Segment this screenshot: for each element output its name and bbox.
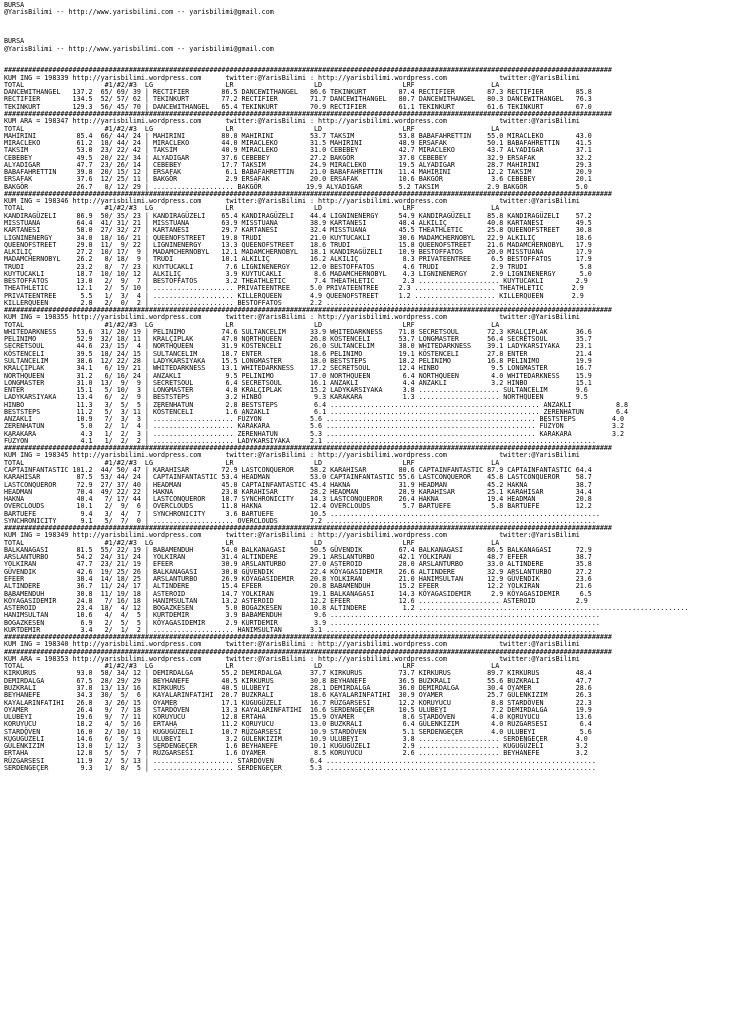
text-line: KILLERQUEEN 2.8 2/ 0/ 2 | .................... BESTOFFATOS 2.2 ................................................................... (4, 298, 596, 307)
text-line: OYAMER 26.4 9/ 7/ 18 | STARDÖVEN 13.3 KAYALARINFATIHI 16.6 SERDENGEÇER 10.5 ULUBEYI 7.2 DEMIRDALGA 19.9 (4, 705, 592, 714)
text-line: HAKNA 40.4 7/ 17/ 44 | LASTCONQUEROR 18.7 SYNCHRONICITY 14.3 LASTCONQUEROR 26.4 HAKNA 19.4 HEADMAN 20.8 (4, 495, 592, 504)
text-line: DEMIRDALGA 67.5 28/ 29/ 29 | BEYHANEFE 40.5 KIRKURUS 30.8 BEYHANEFE 36.5 BUZKRALI 55.6 BUZKRALI 47.7 (4, 676, 592, 685)
race-header-line: KUM ING = 198355 http://yarisbilimi.wordpress.com twitter:@YarisBilimi : http://yarisbilimi.wordpress.com twitter:@YarisBilimi (4, 313, 580, 322)
text-line: HANIMSULTAN 10.6 4/ 4/ 5 | KURTDEMIR 3.9 BABAMENDUH 9.6 ................................................................... (4, 611, 600, 620)
text-line (4, 53, 740, 60)
separator-line: ####################################################################################################################################################### (4, 633, 612, 642)
text-line: STARDÖVEN 16.0 2/ 10/ 11 | KUGUGÜZELI 10.7 RÜZGARSESI 10.9 STARDÖVEN 5.1 SERDENGEÇER 4.0 ULUBEYI 5.6 (4, 727, 592, 736)
column-header-line: TOTAL #1/#2/#3 LG LR LD LRF LA (4, 204, 500, 213)
text-line: ALYADIGAR 47.7 23/ 26/ 14 | CEBEBEY 17.7 TAKSIM 24.9 MIRACLEKO 19.5 ALYADIGAR 28.7 MAHIRINI 29.3 (4, 160, 592, 169)
race-header-line: KUM ING = 198346 http://yarisbilimi.wordpress.com twitter:@YarisBilimi : http://yarisbilimi.wordpress.com twitter:@YarisBilimi (4, 197, 580, 206)
text-line: RÜZGARSESI 11.9 2/ 5/ 13 | .................... STARDÖVEN 6.4 ................................................................... (4, 756, 596, 765)
text-line: MIRACLEKO 61.2 18/ 44/ 24 | MIRACLEKO 44.0 MIRACLEKO 31.5 MAHIRINI 48.9 ERSAFAK 50.1 BABAFAHRETTIN 41.5 (4, 139, 592, 148)
text-line (4, 31, 740, 38)
text-line: CAPTAINFANTASTIC 101.2 44/ 50/ 47 | KARAHISAR 72.9 LASTCONQUEROR 58.2 KARAHISAR 80.6 CAPTAINFANTASTIC 87.9 CAPTAINFANTASTIC 64.4 (4, 466, 592, 474)
text-line: SECRETSOUL 44.6 23/ 15/ 4 | NORTHQUEEN 31.9 KÖSTENCELI 26.0 SULTANCELIM 38.0 WHITEDARKNESS 39.1 LADYKARSIYAKA 23.1 (4, 342, 592, 351)
separator-line: ####################################################################################################################################################### (4, 66, 612, 75)
text-line: BESTSTEPS 11.2 5/ 3/ 11 | KÖSTENCELI 1.6 ANZAKLI 6.1 .................................................... ZERENHATUN 6.4 (4, 407, 629, 416)
text-line: LASTCONQUEROR 72.9 27/ 37/ 40 | HEADMAN 45.0 CAPTAINFANTASTIC 45.4 HAKNA 31.9 HEADMAN 45.2 HAKNA 38.7 (4, 480, 592, 489)
race-header-line: KUM ING = 198345 http://yarisbilimi.wordpress.com twitter:@YarisBilimi : http://yarisbilimi.wordpress.com twitter:@YarisBilimi (4, 451, 580, 460)
text-line: KIRKURUS 93.0 58/ 34/ 12 | DEMIRDALGA 55.2 DEMIRDALGA 37.7 KIRKURUS 73.7 KIRKURUS 89.7 KIRKURUS 48.4 (4, 669, 592, 678)
text-line: BAKGÖR 26.7 8/ 12/ 29 | .................... BAKGÖR 19.9 ALYADIGAR 5.2 TAKSIM 2.9 BAKGÖR 5.0 (4, 182, 588, 191)
race-header-line: KUM ING = 198340 http://yarisbilimi.wordpress.com twitter:@YarisBilimi : http://yarisbilimi.wordpress.com twitter:@YarisBilimi (4, 640, 580, 649)
text-line: ERSAFAK 37.6 12/ 25/ 11 | BAKGÖR 2.9 ERSAFAK 20.0 ERSAFAK 10.6 BAKGÖR 3.6 CEBEBEY 20.1 (4, 175, 592, 184)
text-line: KANDIRAGÜZELI 86.9 50/ 35/ 23 | KANDIRAGÜZELI 65.4 KANDIRAGÜZELI 44.4 LIGNINENERGY 54.9 KANDIRAGÜZELI 85.8 KANDIRAGÜZELI 57.2 (4, 211, 592, 220)
text-line: PELINIMO 52.9 32/ 18/ 11 | KRALÇIPLAK 47.0 NORTHQUEEN 26.8 KÖSTENCELI 53.7 LONGMASTER 56.4 SECRETSOUL 35.7 (4, 335, 592, 344)
text-line: KARAKARA 4.3 1/ 2/ 3 | .................... ZERENHATUN 5.3 .................................................... KARAKARA 3.2 (4, 429, 625, 438)
separator-line: ####################################################################################################################################################### (4, 306, 612, 315)
separator-line: ####################################################################################################################################################### (4, 647, 612, 656)
text-line: KARTANESI 58.0 27/ 32/ 27 | KARTANESI 29.7 KARTANESI 32.4 MISSTUANA 45.5 THEATHLETIC 25.8 QUEENOFSTREET 30.8 (4, 226, 592, 235)
column-header-line: TOTAL #1/#2/#3 LG LR LD LRF LA (4, 662, 500, 671)
text-line: KRALÇIPLAK 34.1 6/ 19/ 21 | WHITEDARKNESS 13.1 WHITEDARKNESS 17.2 SECRETSOUL 12.4 HINBO 9.5 LONGMASTER 16.7 (4, 364, 592, 373)
text-line: EFEER 38.4 14/ 18/ 25 | ARSLANTURBO 26.9 KÖYAGASIDEMIR 20.8 YOLKIRAN 21.0 HANIMSULTAN 12.9 GÜVENDIK 23.6 (4, 574, 592, 583)
text-line: BARTUEFE 9.4 3/ 4/ 7 | SYNCHRONICITY 3.6 BARTUEFE 10.5 ................................................................... (4, 509, 600, 518)
text-line: MAHIRINI 85.4 66/ 44/ 24 | MAHIRINI 80.0 MAHIRINI 53.7 TAKSIM 53.8 BABAFAHRETTIN 55.0 MIRACLEKO 43.0 (4, 131, 592, 140)
text-line: SERDENGEÇER 9.3 1/ 8/ 5 | .................... SERDENGEÇER 5.3 ................................................................... (4, 763, 596, 772)
text-line: WHITEDARKNESS 53.6 31/ 20/ 19 | PELINIMO 74.6 SULTANCELIM 33.9 WHITEDARKNESS 71.8 SECRETSOUL 72.3 KRALÇIPLAK 36.6 (4, 327, 592, 336)
text-line: ALKILIÇ 27.2 10/ 17/ 9 | MADAMCHERNOBYL 12.1 MADAMCHERNOBYL 18.1 KANDIRAGÜZELI 10.9 BESTOFFATOS 20.0 MISSTUANA 17.9 (4, 248, 592, 257)
text-line: ASTEROID 23.4 18/ 4/ 12 | BOGAZKESEN 5.0 BOGAZKESEN 10.8 ALTINDERE 1.2 ................................................................... (4, 604, 689, 613)
text-line: BEYHANEFE 34.3 30/ 5/ 6 | KAYALARINFATIHI 20.7 BUZKRALI 18.6 KAYALARINFATIHI 30.9 OYAMER 25.7 GÜLENKIZIM 26.3 (4, 691, 592, 700)
text-line: @YarisBilimi -- http://www.yarisbilimi.com -- yarisbilimi@gmail.com (4, 44, 274, 53)
text-line: ARSLANTURBO 54.2 24/ 31/ 24 | YOLKIRAN 31.4 ALTINDERE 29.1 ARSLANTURBO 42.1 YOLKIRAN 48.7 EFEER 38.7 (4, 553, 592, 562)
race-header-line: KUM ING = 198349 http://yarisbilimi.wordpress.com twitter:@YarisBilimi : http://yarisbilimi.wordpress.com twitter:@YarisBilimi (4, 531, 580, 540)
text-line: BALKANAGASI 81.5 55/ 22/ 19 | BABAMENDUH 54.0 BALKANAGASI 50.5 GÜVENDIK 67.4 BALKANAGASI 86.5 BALKANAGASI 72.9 (4, 545, 592, 554)
text-line: BURSA (4, 1, 25, 9)
text-line: LONGMASTER 31.0 13/ 9/ 9 | SECRETSOUL 6.4 SECRETSOUL 16.1 ANZAKLI 4.4 ANZAKLI 3.2 HINBO 15.1 (4, 378, 592, 387)
text-line: KUGUGÜZELI 14.6 6/ 5/ 9 | ULUBEYI 3.2 GÜLENKIZIM 10.9 ULUBEYI 3.8 .................... SERDENGEÇER 4.0 (4, 734, 588, 743)
race-header-line: KUM ING = 198339 http://yarisbilimi.wordpress.com twitter:@YarisBilimi : http://yarisbilimi.wordpress.com twitter:@YarisBilimi (4, 73, 580, 82)
text-line: KORUYUCU 18.2 4/ 5/ 16 | ERTAHA 11.2 KORUYUCU 13.0 BUZKRALI 6.4 GÜLENKIZIM 4.0 RÜZGARSESI 6.4 (4, 720, 592, 729)
race-header-line: KUM ARA = 198347 http://yarisbilimi.wordpress.com twitter:@YarisBilimi : http://yarisbilimi.wordpress.com twitter:@YarisBilimi (4, 117, 580, 126)
text-line: ANZAKLI 10.9 7/ 3/ 3 | .................... FÜZYON 5.6 .................................................... BESTSTEPS 4.0 (4, 415, 625, 424)
separator-line: ####################################################################################################################################################### (4, 444, 612, 453)
separator-line: ####################################################################################################################################################### (4, 524, 612, 533)
text-line (4, 24, 740, 31)
text-line: BUZKRALI 37.8 13/ 13/ 16 | KIRKURUS 40.5 ULUBEYI 28.1 DEMIRDALGA 36.0 DEMIRDALGA 30.4 OYAMER 28.6 (4, 683, 592, 692)
text-line: KÖYAGASIDEMIR 24.8 7/ 16/ 18 | HANIMSULTAN 13.2 ASTEROID 12.2 EFEER 12.6 .................... ASTEROID 2.9 (4, 596, 588, 605)
text-line: SYNCHRONICITY 9.1 5/ 7/ 0 | .................... OVERCLOUDS 7.2 ................................................................... (4, 516, 596, 525)
text-line: MADAMCHERNOBYL 26.2 8/ 18/ 9 | TRUDI 10.1 ALKILIÇ 16.2 ALKILIÇ 8.3 PRIVATEENTREE 6.5 BESTOFFATOS 17.9 (4, 255, 592, 264)
text-line: SULTANCELIM 38.6 12/ 22/ 28 | LADYKARSIYAKA 15.5 LONGMASTER 18.0 BESTSTEPS 18.2 PELINIMO 16.8 PELINIMO 19.9 (4, 357, 592, 366)
text-line: YOLKIRAN 47.7 23/ 21/ 19 | EFEER 30.9 ARSLANTURBO 27.0 ASTEROID 28.0 ARSLANTURBO 33.0 ALTINDERE 35.8 (4, 560, 592, 569)
text-line: BESTOFFATOS 13.0 2/ 9/ 7 | BESTOFFATOS 3.2 THEATHLETIC 7.4 THEATHLETIC 2.3 .................... KUYTUCAKLI 2.9 (4, 277, 588, 286)
text-line: ENTER 15.1 5/ 10/ 3 | LONGMASTER 4.8 KRALÇIPLAK 15.2 LADYKARSIYAKA 3.8 .................... SULTANCELIM 9.6 (4, 386, 588, 395)
text-line: ERTAHA 12.8 5/ 5/ 7 | RÜZGARSESI 1.6 OYAMER 8.5 KORUYUCU 2.6 .................... BEYHANEFE 3.2 (4, 749, 588, 758)
text-line: DANCEWITHANGEL 137.2 65/ 69/ 39 | RECTIFIER 86.5 DANCEWITHANGEL 86.6 TEKINKURT 87.4 RECTIFIER 87.3 RECTIFIER 85.8 (4, 88, 592, 97)
separator-line: ####################################################################################################################################################### (4, 189, 612, 198)
text-line: NORTHQUEEN 31.2 6/ 16/ 24 | ANZAKLI 9.5 PELINIMO 17.0 NORTHQUEEN 6.4 NORTHQUEEN 4.0 WHITEDARKNESS 15.9 (4, 371, 592, 380)
column-header-line: TOTAL #1/#2/#3 LG LR LD LRF LA (4, 320, 500, 329)
text-line: THEATHLETIC 12.1 2/ 5/ 10 | .................... PRIVATEENTREE 5.0 PRIVATEENTREE 2.3 .................... THEATHLETIC 2.9 (4, 284, 584, 293)
text-line: TEKINKURT 129.3 56/ 45/ 70 | DANCEWITHANGEL 65.4 TEKINKURT 70.9 RECTIFIER 61.1 TEKINKURT 61.6 TEKINKURT 67.0 (4, 102, 592, 111)
text-line: RECTIFIER 134.5 52/ 57/ 62 | TEKINKURT 77.2 RECTIFIER 71.7 DANCEWITHANGEL 80.7 DANCEWITHANGEL 80.3 DANCEWITHANGEL 76.3 (4, 95, 592, 104)
text-line: KÖSTENCELI 39.5 18/ 24/ 15 | SULTANCELIM 18.7 ENTER 18.6 PELINIMO 19.1 KÖSTENCELI 27.8 ENTER 21.4 (4, 349, 592, 358)
text-line: TAKSIM 53.0 23/ 22/ 42 | TAKSIM 40.9 MIRACLEKO 31.0 CEBEBEY 42.7 MIRACLEKO 43.7 ALYADIGAR 37.1 (4, 146, 592, 155)
text-line: BABAFAHRETTIN 39.8 20/ 15/ 12 | ERSAFAK 6.1 BABAFAHRETTIN 21.0 BABAFAHRETTIN 11.4 MAHIRINI 12.2 TAKSIM 20.9 (4, 168, 592, 177)
text-line: TRUDI 23.2 8/ 7/ 23 | KUYTUCAKLI 7.6 LIGNINENERGY 12.0 BESTOFFATOS 4.6 TRUDI 2.9 TRUDI 5.8 (4, 262, 592, 271)
text-line: KARAHISAR 87.5 53/ 44/ 24 | CAPTAINFANTASTIC 53.4 HEADMAN 53.0 CAPTAINFANTASTIC 55.6 LASTCONQUEROR 45.8 LASTCONQUEROR 58.7 (4, 473, 592, 482)
text-line: @YarisBilimi -- http://www.yarisbilimi.com -- yarisbilimi@gmail.com (4, 8, 274, 17)
text-line: FÜZYON 4.1 1/ 2/ 2 | .................... LADYKARSIYAKA 2.1 ................................................................... (4, 436, 596, 445)
text-line: LADYKARSIYAKA 13.4 6/ 2/ 9 | BESTSTEPS 3.2 HINBO 9.3 KARAKARA 1.3 .................... NORTHQUEEN 9.5 (4, 393, 588, 402)
text-line: MISSTUANA 64.4 41/ 31/ 21 | MISSTUANA 63.9 MISSTUANA 38.9 KARTANESI 48.4 ALKILIÇ 40.8 KARTANESI 49.5 (4, 218, 592, 227)
text-line: PRIVATEENTREE 5.5 1/ 3/ 4 | .................... KILLERQUEEN 4.9 QUEENOFSTREET 1.2 .................... KILLERQUEEN 2.9 (4, 291, 584, 300)
text-line: CEBEBEY 49.5 20/ 22/ 34 | ALYADIGAR 37.6 CEBEBEY 27.2 BAKGÖR 37.0 CEBEBEY 32.9 ERSAFAK 32.2 (4, 153, 592, 162)
text-line: GÜVENDIK 42.6 19/ 25/ 26 | BALKANAGASI 30.8 GÜVENDIK 22.4 KÖYAGASIDEMIR 26.6 ALTINDERE 32.9 ARSLANTURBO 27.2 (4, 567, 592, 576)
text-line: BABAMENDUH 30.8 11/ 19/ 18 | ASTEROID 14.7 YOLKIRAN 19.1 BALKANAGASI 14.3 KÖYAGASIDEMIR 2.9 KÖYAGASIDEMIR 6.5 (4, 589, 592, 598)
text-line: QUEENOFSTREET 29.0 11/ 9/ 22 | LIGNINENERGY 13.3 QUEENOFSTREET 18.6 TRUDI 15.8 QUEENOFSTREET 21.6 MADAMCHERNOBYL 17.9 (4, 240, 592, 249)
column-header-line: TOTAL #1/#2/#3 LG LR LD LRF LA (4, 458, 500, 467)
text-line: HEADMAN 70.4 49/ 22/ 22 | HAKNA 23.8 KARAHISAR 28.2 HEADMAN 28.9 KARAHISAR 25.1 KARAHISAR 34.4 (4, 487, 592, 496)
text-line: BURSA (4, 37, 25, 46)
column-header-line: TOTAL #1/#2/#3 LG LR LD LRF LA (4, 538, 500, 547)
text-line: GÜLENKIZIM 13.0 1/ 12/ 3 | SERDENGEÇER 1.6 BEYHANEFE 10.1 KUGUGÜZELI 2.9 .................... KUGUGÜZELI 3.2 (4, 742, 588, 751)
text-line: LIGNINENERGY 34.0 18/ 16/ 21 | QUEENOFSTREET 19.8 TRUDI 21.0 KUYTUCAKLI 30.6 MADAMCHERNOBYL 22.9 ALKILIÇ 18.6 (4, 233, 592, 242)
race-header-line: KUM ARA = 198353 http://yarisbilimi.wordpress.com twitter:@YarisBilimi : http://yarisbilimi.wordpress.com twitter:@YarisBilimi (4, 654, 580, 663)
text-line: KURTDEMIR 3.4 2/ 1/ 2 | .................... HANIMSULTAN 3.1 ................................................................... (4, 625, 596, 634)
text-line: HINBO 11.3 3/ 5/ 5 | ZERENHATUN 2.8 BESTSTEPS 6.4 .................................................... ANZAKLI 8.8 (4, 400, 629, 409)
column-header-line: TOTAL #1/#2/#3 LG LR LD LRF LA (4, 80, 500, 89)
text-line: OVERCLOUDS 10.1 2/ 9/ 6 | OVERCLOUDS 11.8 HAKNA 12.4 OVERCLOUDS 5.7 BARTUEFE 5.8 BARTUEFE 12.2 (4, 502, 592, 511)
text-line: KAYALARINFATIHI 26.8 3/ 26/ 15 | OYAMER 17.1 KUGUGÜZELI 16.7 RÜZGARSESI 12.2 KORUYUCU 8.8 STARDÖVEN 22.3 (4, 698, 592, 707)
text-line (4, 17, 740, 24)
text-line: ZERENHATUN 5.0 2/ 1/ 4 | .................... KARAKARA 5.6 .................................................... FÜZYON 3.2 (4, 422, 625, 431)
separator-line: ####################################################################################################################################################### (4, 109, 612, 118)
text-line: KUYTUCAKLI 18.7 10/ 10/ 12 | ALKILIÇ 3.9 KUYTUCAKLI 8.6 MADAMCHERNOBYL 4.3 LIGNINENERGY 2.9 LIGNINENERGY 5.0 (4, 269, 592, 278)
column-header-line: TOTAL #1/#2/#3 LG LR LD LRF LA (4, 124, 500, 133)
text-line: ULUBEYI 19.6 9/ 7/ 11 | KORUYUCU 12.8 ERTAHA 15.9 OYAMER 8.6 STARDÖVEN 4.0 KORUYUCU 13.6 (4, 713, 592, 722)
text-line: ALTINDERE 36.7 11/ 24/ 17 | ALTINDERE 15.4 EFEER 20.8 BABAMENDUH 15.2 EFEER 12.2 YOLKIRAN 21.6 (4, 582, 592, 591)
text-line: BOGAZKESEN 6.9 2/ 5/ 5 | KÖYAGASIDEMIR 2.9 KURTDEMIR 3.9 ................................................................... (4, 618, 600, 627)
